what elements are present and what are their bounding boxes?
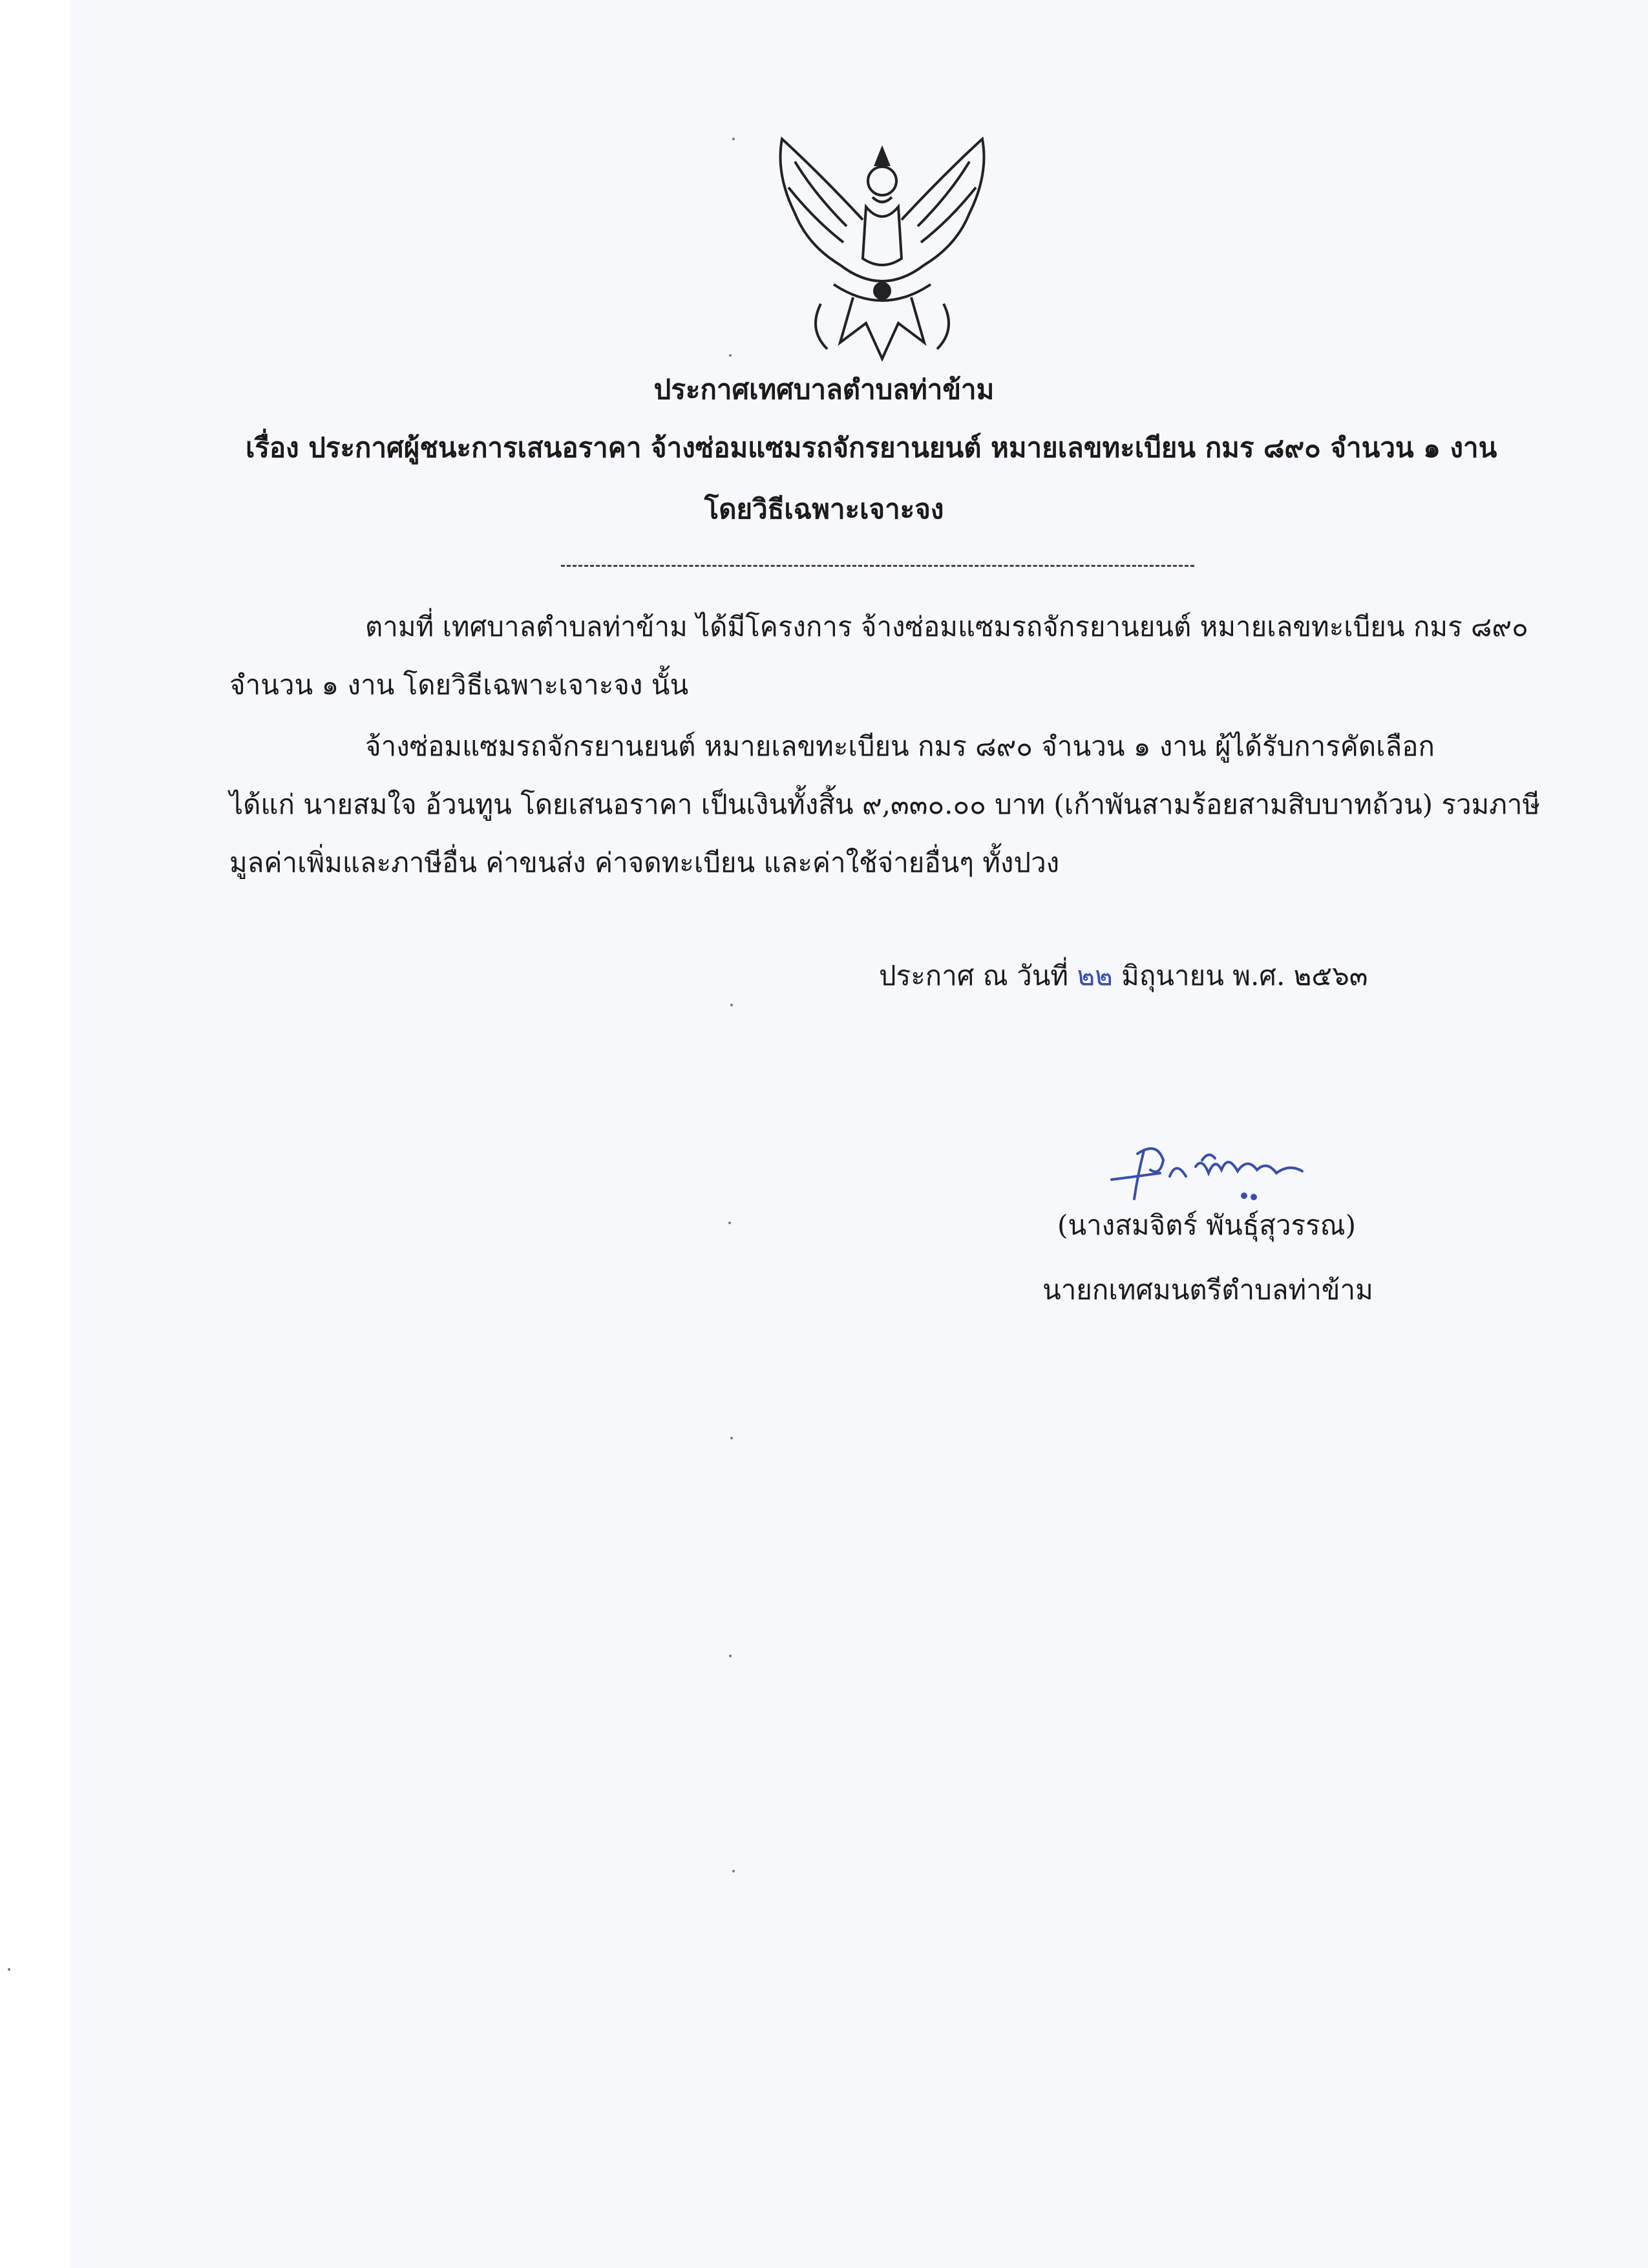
- paragraph-1-line-2: จำนวน ๑ งาน โดยวิธีเฉพาะเจาะจง นั้น: [229, 669, 689, 701]
- scan-speck: [732, 138, 735, 140]
- signer-name: (นางสมจิตร์ พันธุ์สุวรรณ): [1057, 1209, 1357, 1241]
- subject-line: เรื่อง ประกาศผู้ชนะการเสนอราคา จ้างซ่อมแซมรถจักรยานยนต์ หมายเลขทะเบียน กมร ๘๙๐ จำนวน ๑ งาน: [246, 432, 1497, 463]
- paragraph-2-line-2: ได้แก่ นายสมใจ อ้วนทูน โดยเสนอราคา เป็นเงินทั้งสิ้น ๙,๓๓๐.๐๐ บาท (เก้าพันสามร้อยสามสิบบาทถ้วน) รวมภาษี: [229, 789, 1541, 820]
- paragraph-2-line-3: มูลค่าเพิ่มและภาษีอื่น ค่าขนส่ง ค่าจดทะเบียน และค่าใช้จ่ายอื่นๆ ทั้งปวง: [229, 847, 1060, 878]
- scan-speck: [730, 1437, 733, 1439]
- garuda-emblem-icon: [769, 136, 995, 368]
- paragraph-1-line-1: ตามที่ เทศบาลตำบลท่าข้าม ได้มีโครงการ จ้างซ่อมแซมรถจักรยานยนต์ หมายเลขทะเบียน กมร ๘๙๐: [365, 611, 1528, 642]
- paragraph-2-line-1: จ้างซ่อมแซมรถจักรยานยนต์ หมายเลขทะเบียน กมร ๘๙๐ จำนวน ๑ งาน ผู้ได้รับการคัดเลือก: [365, 730, 1435, 762]
- scan-margin: [0, 0, 70, 2268]
- handwritten-signature-icon: [1099, 1125, 1312, 1215]
- date-prefix: ประกาศ ณ วันที่: [879, 960, 1077, 991]
- signer-position: นายกเทศมนตรีตำบลท่าข้าม: [1042, 1274, 1373, 1306]
- date-day: ๒๒: [1077, 960, 1113, 991]
- dashed-divider: [561, 565, 1194, 567]
- scan-speck: [732, 1870, 735, 1872]
- scan-speck: [729, 1655, 732, 1657]
- scan-speck: [8, 1968, 10, 1971]
- announcement-date: [879, 957, 1368, 995]
- scan-speck: [729, 354, 732, 357]
- scan-speck: [730, 1004, 733, 1006]
- scan-speck: [728, 1222, 731, 1224]
- subject-line-continued: โดยวิธีเฉพาะเจาะจง: [704, 493, 944, 525]
- announcement-title: ประกาศเทศบาลตำบลท่าข้าม: [653, 374, 995, 405]
- date-suffix: มิถุนายน พ.ศ. ๒๕๖๓: [1112, 960, 1368, 991]
